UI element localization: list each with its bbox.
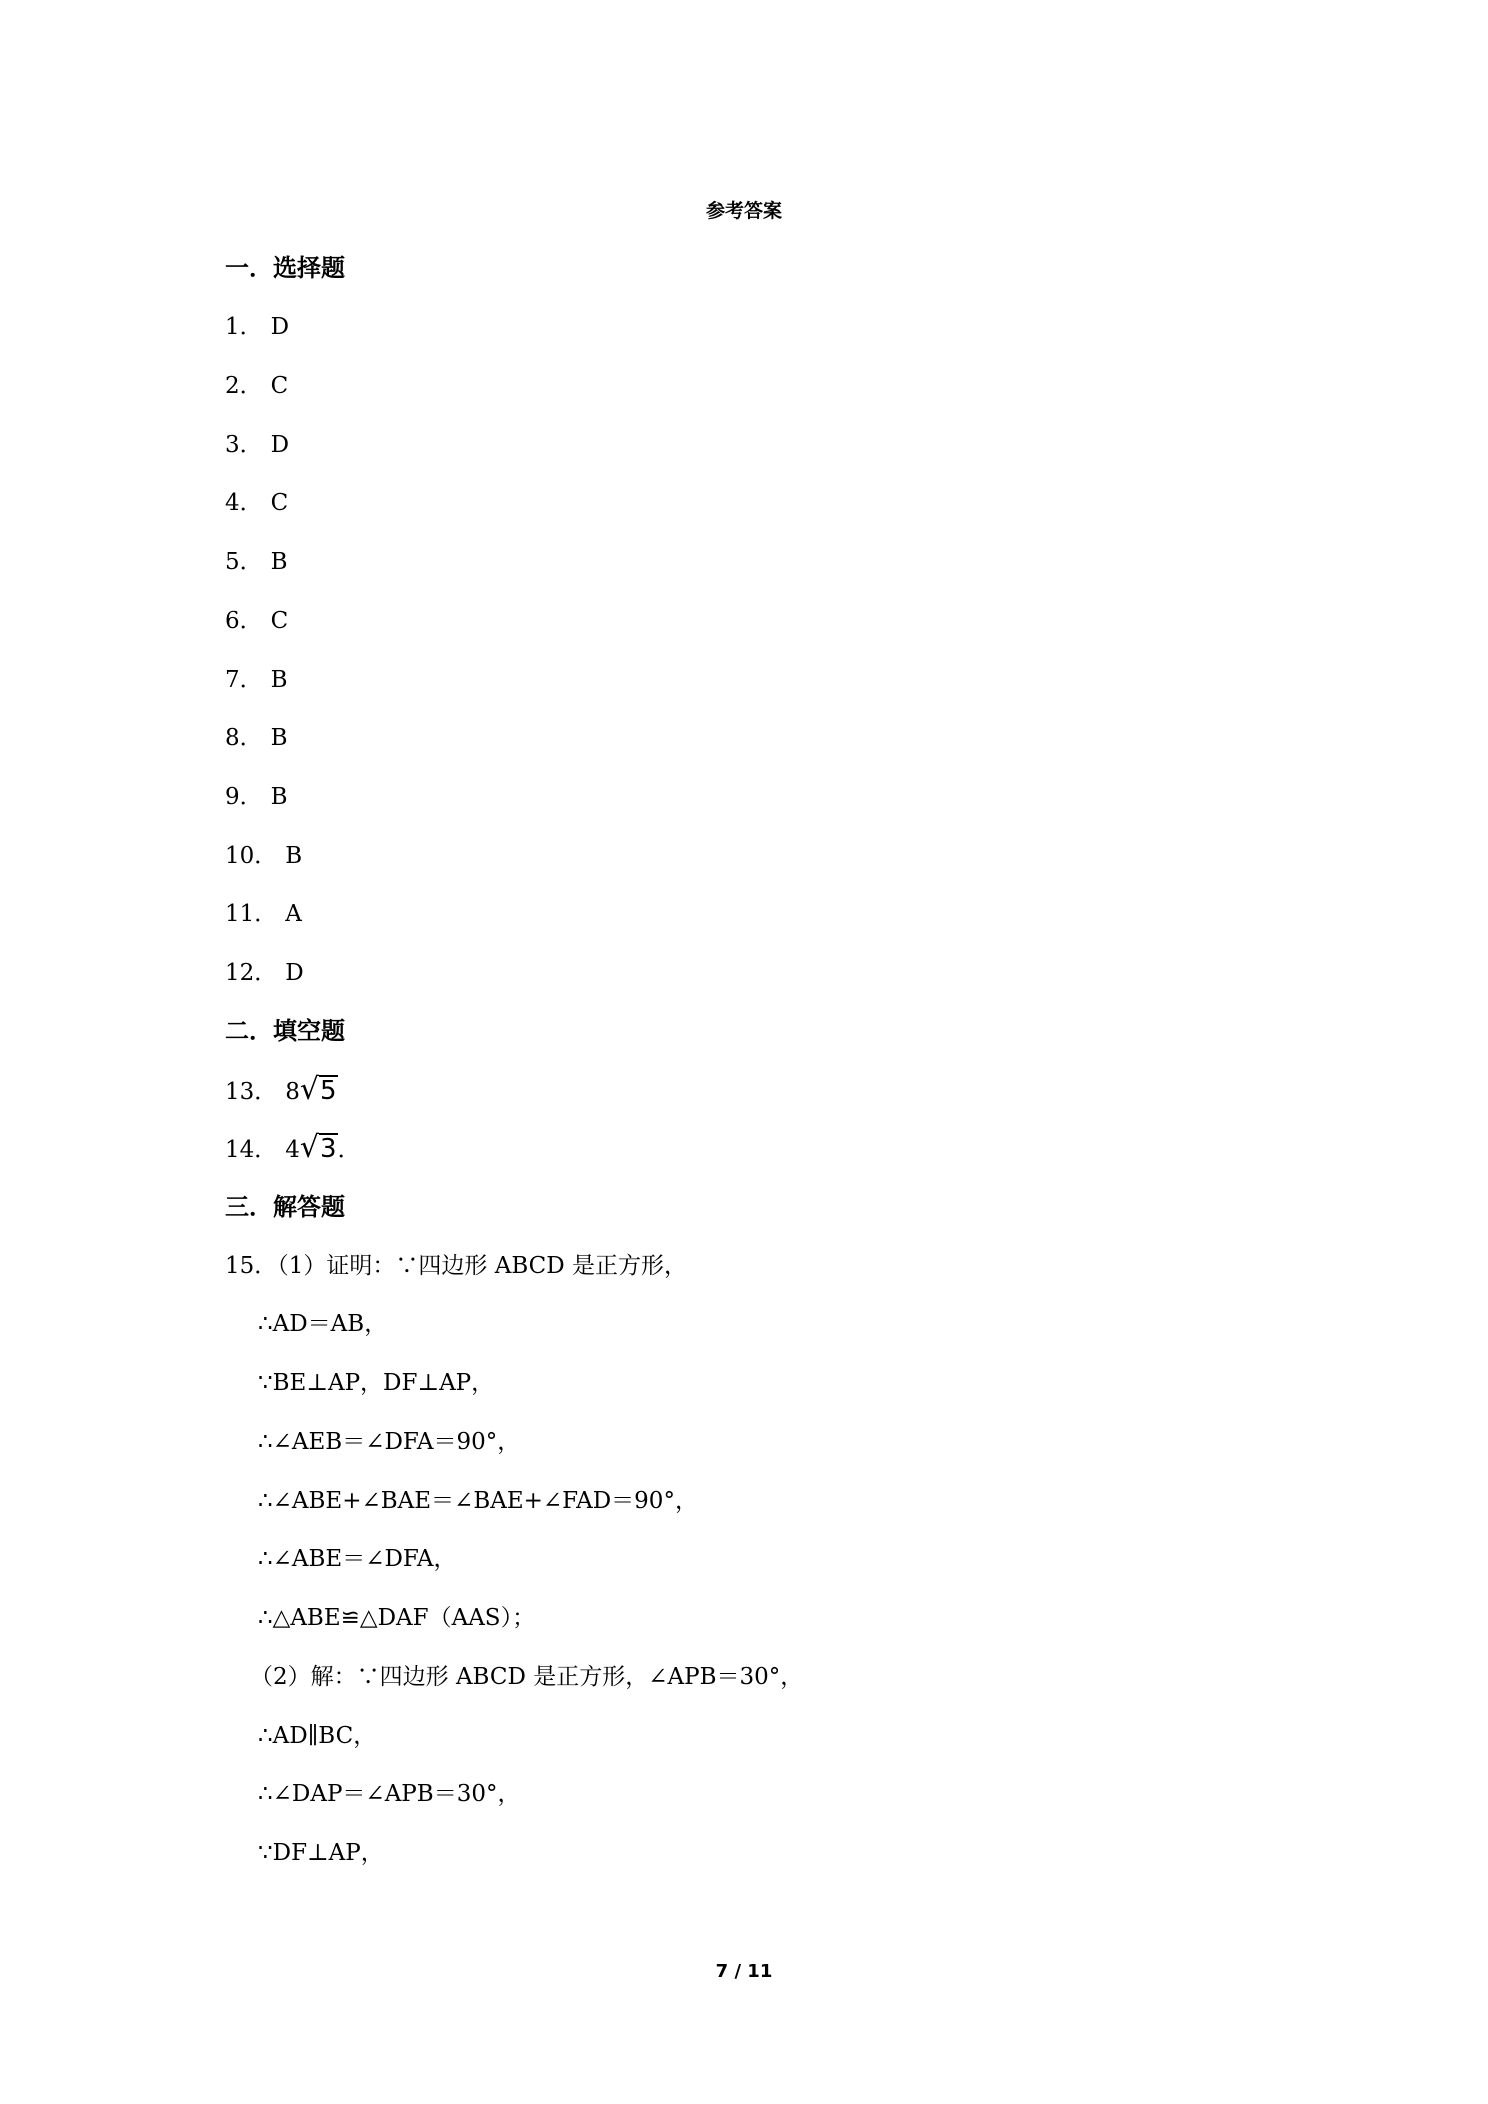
solution-line: ∴∠DAP＝∠APB＝30°， — [258, 1781, 521, 1807]
list-item — [225, 780, 288, 814]
answer-value: B — [285, 843, 303, 869]
solution-line: ∴AD＝AB， — [258, 1311, 388, 1337]
solution-line: ∴∠AEB＝∠DFA＝90°， — [258, 1429, 521, 1455]
answer-value: B — [270, 725, 288, 751]
answer-number: 13． — [225, 1079, 278, 1105]
answer-number: 5． — [225, 549, 263, 575]
section-heading-fill: 二．填空题 — [225, 1017, 345, 1045]
solution-line: ∴∠ABE＝∠DFA， — [258, 1546, 457, 1572]
answer-number: 7． — [225, 667, 263, 693]
radicand: 5 — [320, 1076, 337, 1106]
answer-suffix: ． — [337, 1137, 361, 1163]
list-item — [225, 1073, 338, 1109]
list-item — [225, 897, 302, 931]
answer-number: 9． — [225, 784, 263, 810]
list-item — [225, 839, 302, 873]
answer-number: 2． — [225, 373, 263, 399]
list-item — [225, 1131, 361, 1167]
list-item — [225, 956, 304, 990]
answer-number: 12． — [225, 960, 278, 986]
answer-number: 11． — [225, 901, 278, 927]
answer-number: 4． — [225, 490, 263, 516]
answer-value: D — [285, 960, 304, 986]
answer-number: 8． — [225, 725, 263, 751]
list-item — [225, 604, 288, 638]
solution-line: ∴△ABE≌△DAF（AAS）； — [258, 1605, 536, 1631]
section-heading-choice: 一．选择题 — [225, 254, 345, 282]
square-root — [300, 1073, 338, 1108]
radical-sign-icon: √ — [299, 1072, 320, 1107]
answer-number: 6． — [225, 608, 263, 634]
solution-line: （2）解：∵四边形 ABCD 是正方形，∠APB＝30°， — [250, 1664, 804, 1690]
radical-sign-icon: √ — [299, 1130, 320, 1165]
list-item — [225, 310, 289, 344]
page-number: 7 / 11 — [715, 1961, 773, 1982]
answer-value: C — [270, 490, 289, 516]
solution-line: ∵DF⊥AP， — [258, 1840, 384, 1866]
answer-value: B — [270, 784, 288, 810]
solution-line: ∵BE⊥AP，DF⊥AP， — [258, 1370, 495, 1396]
square-root — [300, 1131, 338, 1166]
solution-line: 15．（1）证明：∵四边形 ABCD 是正方形， — [225, 1253, 687, 1279]
list-item — [225, 486, 288, 520]
solution-line: ∴AD∥BC， — [258, 1723, 377, 1749]
answer-value: D — [270, 314, 290, 340]
list-item — [225, 721, 288, 755]
answer-number: 10． — [225, 843, 278, 869]
answer-value: B — [270, 549, 288, 575]
answer-number: 14． — [225, 1137, 278, 1163]
answer-value: C — [270, 608, 289, 634]
answer-value: A — [285, 901, 302, 927]
page-title: 参考答案 — [705, 200, 782, 222]
list-item — [225, 369, 288, 403]
list-item — [225, 663, 288, 697]
answer-number: 1． — [225, 314, 263, 340]
solution-line: ∴∠ABE+∠BAE＝∠BAE+∠FAD＝90°， — [258, 1488, 698, 1514]
answer-coefficient: 8 — [285, 1079, 300, 1105]
answer-value: D — [270, 432, 290, 458]
list-item — [225, 545, 288, 579]
answer-value: C — [270, 373, 289, 399]
answer-number: 3． — [225, 432, 263, 458]
list-item — [225, 428, 289, 462]
section-heading-solve: 三．解答题 — [225, 1193, 345, 1221]
radicand: 3 — [320, 1134, 337, 1164]
answer-value: B — [270, 667, 288, 693]
answer-coefficient: 4 — [285, 1137, 300, 1163]
